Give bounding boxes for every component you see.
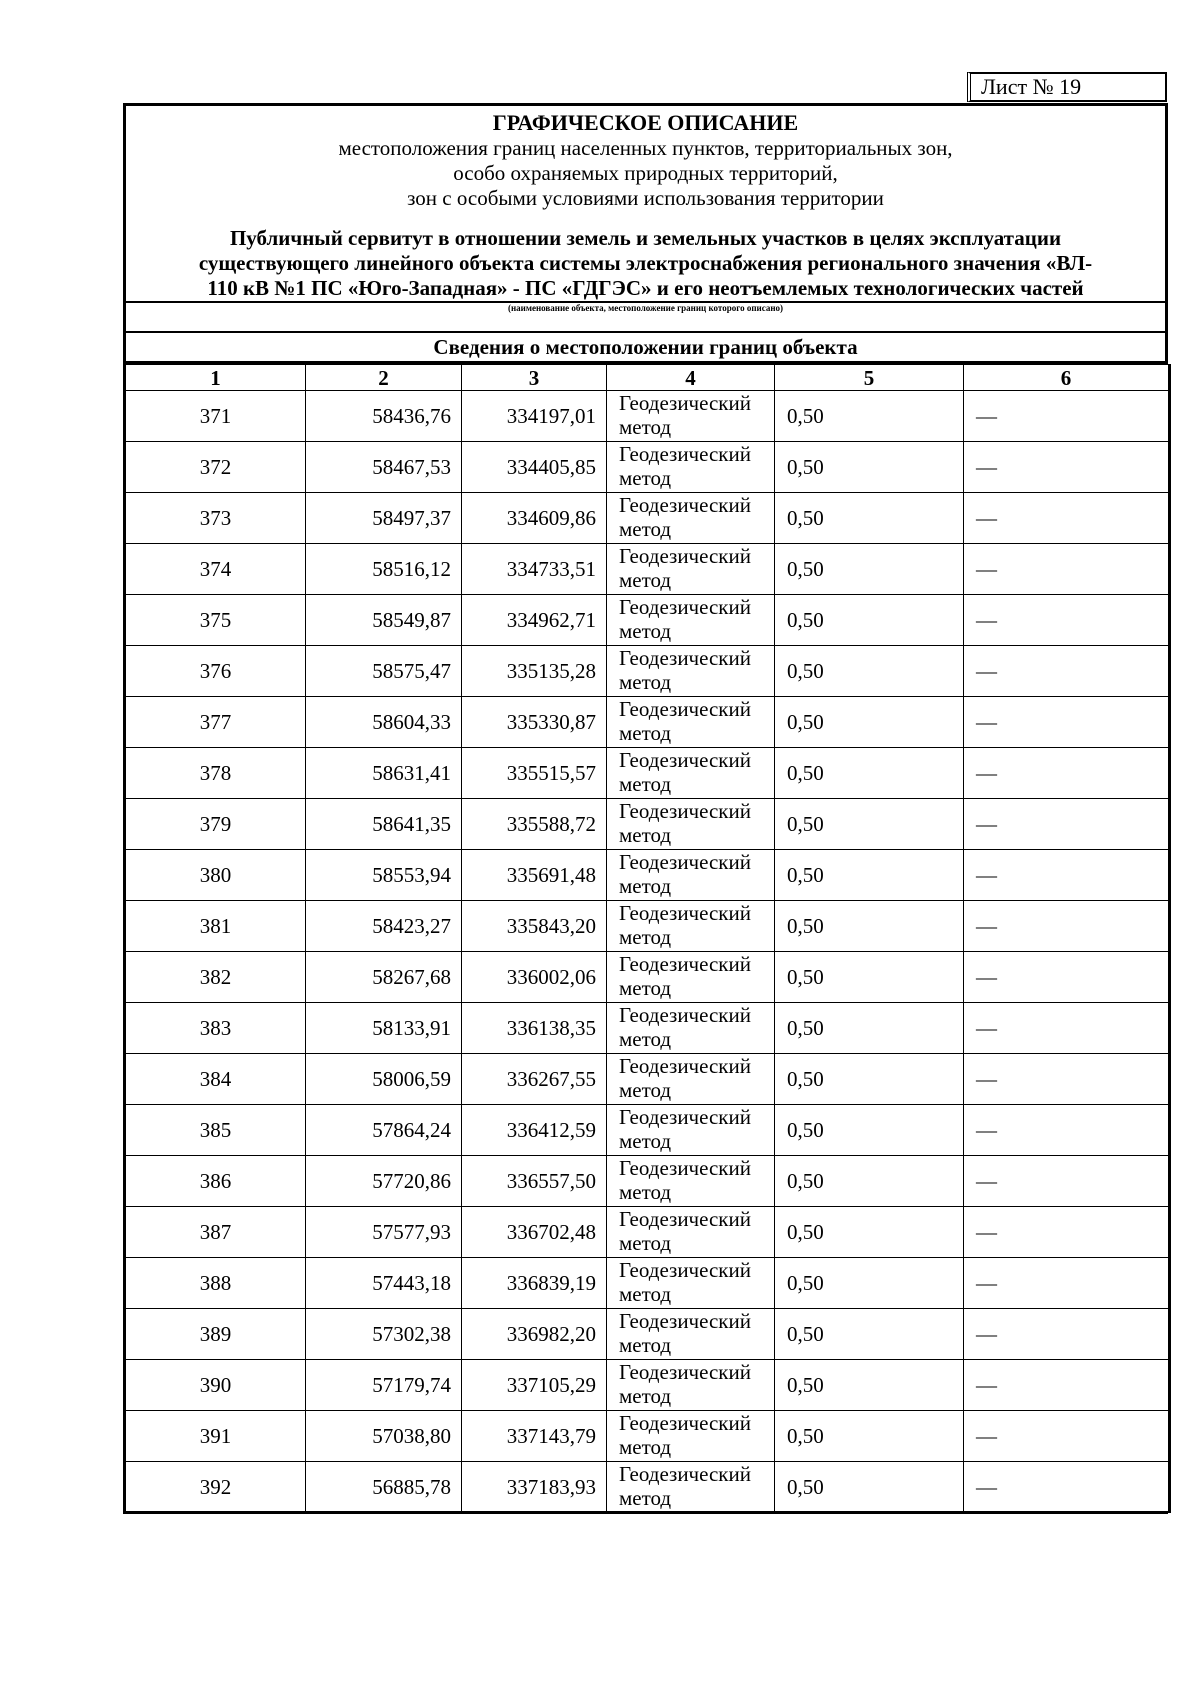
accuracy-cell: 0,50 bbox=[775, 952, 964, 1003]
table-row bbox=[125, 1156, 1170, 1207]
accuracy-cell: 0,50 bbox=[775, 1309, 964, 1360]
column-header: 3 bbox=[462, 365, 607, 391]
coordinate-y: 335691,48 bbox=[462, 850, 607, 901]
coordinate-y: 336839,19 bbox=[462, 1258, 607, 1309]
description-cell: — bbox=[964, 646, 1170, 697]
accuracy-cell: 0,50 bbox=[775, 1207, 964, 1258]
point-number: 392 bbox=[125, 1462, 306, 1513]
method-cell: Геодезический метод bbox=[607, 1360, 775, 1411]
coordinate-x: 56885,78 bbox=[306, 1462, 462, 1513]
table-row bbox=[125, 1360, 1170, 1411]
coordinate-y: 336702,48 bbox=[462, 1207, 607, 1258]
coordinate-x: 58549,87 bbox=[306, 595, 462, 646]
point-number: 376 bbox=[125, 646, 306, 697]
table-row bbox=[125, 493, 1170, 544]
point-number: 389 bbox=[125, 1309, 306, 1360]
point-number: 371 bbox=[125, 391, 306, 442]
coordinate-y: 335588,72 bbox=[462, 799, 607, 850]
accuracy-cell: 0,50 bbox=[775, 391, 964, 442]
method-cell: Геодезический метод bbox=[607, 391, 775, 442]
table-row bbox=[125, 799, 1170, 850]
point-number: 374 bbox=[125, 544, 306, 595]
point-number: 375 bbox=[125, 595, 306, 646]
coordinate-x: 58516,12 bbox=[306, 544, 462, 595]
point-number: 387 bbox=[125, 1207, 306, 1258]
coordinate-x: 57302,38 bbox=[306, 1309, 462, 1360]
section-title: Сведения о местоположении границ объекта bbox=[433, 335, 858, 359]
point-number: 378 bbox=[125, 748, 306, 799]
point-number: 380 bbox=[125, 850, 306, 901]
coordinate-y: 335843,20 bbox=[462, 901, 607, 952]
document-title: ГРАФИЧЕСКОЕ ОПИСАНИЕ bbox=[492, 110, 799, 135]
accuracy-cell: 0,50 bbox=[775, 1462, 964, 1513]
coordinate-x: 58467,53 bbox=[306, 442, 462, 493]
description-cell: — bbox=[964, 595, 1170, 646]
method-cell: Геодезический метод bbox=[607, 1207, 775, 1258]
coordinate-x: 58553,94 bbox=[306, 850, 462, 901]
accuracy-cell: 0,50 bbox=[775, 1360, 964, 1411]
table-row bbox=[125, 391, 1170, 442]
description-cell: — bbox=[964, 1258, 1170, 1309]
point-number: 391 bbox=[125, 1411, 306, 1462]
subtitle-line: зон с особыми условиями использования территории bbox=[407, 186, 884, 210]
table-row bbox=[125, 1462, 1170, 1513]
coordinate-y: 334962,71 bbox=[462, 595, 607, 646]
coordinate-y: 336138,35 bbox=[462, 1003, 607, 1054]
coordinate-y: 335135,28 bbox=[462, 646, 607, 697]
table-row bbox=[125, 544, 1170, 595]
table-row bbox=[125, 1258, 1170, 1309]
accuracy-cell: 0,50 bbox=[775, 442, 964, 493]
description-cell: — bbox=[964, 1309, 1170, 1360]
object-line: 110 кВ №1 ПС «Юго-Западная» - ПС «ГДГЭС» и его неотъемлемых технологических частей bbox=[207, 276, 1084, 300]
description-cell: — bbox=[964, 1156, 1170, 1207]
accuracy-cell: 0,50 bbox=[775, 646, 964, 697]
table-row bbox=[125, 1003, 1170, 1054]
coordinate-y: 337183,93 bbox=[462, 1462, 607, 1513]
table-row bbox=[125, 1054, 1170, 1105]
method-cell: Геодезический метод bbox=[607, 1054, 775, 1105]
coordinate-x: 57577,93 bbox=[306, 1207, 462, 1258]
description-cell: — bbox=[964, 952, 1170, 1003]
description-cell: — bbox=[964, 850, 1170, 901]
table-row bbox=[125, 1309, 1170, 1360]
accuracy-cell: 0,50 bbox=[775, 1156, 964, 1207]
table-row bbox=[125, 442, 1170, 493]
coordinate-y: 336002,06 bbox=[462, 952, 607, 1003]
accuracy-cell: 0,50 bbox=[775, 1054, 964, 1105]
accuracy-cell: 0,50 bbox=[775, 697, 964, 748]
coordinate-x: 58641,35 bbox=[306, 799, 462, 850]
table-row bbox=[125, 1105, 1170, 1156]
method-cell: Геодезический метод bbox=[607, 1105, 775, 1156]
table-row bbox=[125, 1207, 1170, 1258]
coordinate-x: 58267,68 bbox=[306, 952, 462, 1003]
point-number: 386 bbox=[125, 1156, 306, 1207]
description-cell: — bbox=[964, 1360, 1170, 1411]
description-cell: — bbox=[964, 391, 1170, 442]
point-number: 382 bbox=[125, 952, 306, 1003]
coordinate-y: 336267,55 bbox=[462, 1054, 607, 1105]
accuracy-cell: 0,50 bbox=[775, 799, 964, 850]
table-header-row bbox=[125, 365, 1170, 391]
method-cell: Геодезический метод bbox=[607, 442, 775, 493]
table-row bbox=[125, 697, 1170, 748]
coordinate-x: 57179,74 bbox=[306, 1360, 462, 1411]
document-header bbox=[123, 103, 1168, 364]
coordinate-x: 58631,41 bbox=[306, 748, 462, 799]
method-cell: Геодезический метод bbox=[607, 697, 775, 748]
object-name bbox=[126, 226, 1165, 301]
coordinate-y: 337143,79 bbox=[462, 1411, 607, 1462]
description-cell: — bbox=[964, 1207, 1170, 1258]
header-divider bbox=[126, 331, 1165, 333]
accuracy-cell: 0,50 bbox=[775, 1411, 964, 1462]
accuracy-cell: 0,50 bbox=[775, 901, 964, 952]
accuracy-cell: 0,50 bbox=[775, 748, 964, 799]
accuracy-cell: 0,50 bbox=[775, 493, 964, 544]
table-row bbox=[125, 952, 1170, 1003]
description-cell: — bbox=[964, 748, 1170, 799]
coordinate-y: 335330,87 bbox=[462, 697, 607, 748]
point-number: 372 bbox=[125, 442, 306, 493]
description-cell: — bbox=[964, 697, 1170, 748]
coordinate-x: 58133,91 bbox=[306, 1003, 462, 1054]
coordinate-x: 58497,37 bbox=[306, 493, 462, 544]
method-cell: Геодезический метод bbox=[607, 850, 775, 901]
method-cell: Геодезический метод bbox=[607, 595, 775, 646]
coordinate-y: 334197,01 bbox=[462, 391, 607, 442]
coordinate-x: 58604,33 bbox=[306, 697, 462, 748]
subtitle-line: особо охраняемых природных территорий, bbox=[453, 161, 838, 185]
coordinate-y: 337105,29 bbox=[462, 1360, 607, 1411]
point-number: 377 bbox=[125, 697, 306, 748]
method-cell: Геодезический метод bbox=[607, 1156, 775, 1207]
method-cell: Геодезический метод bbox=[607, 544, 775, 595]
point-number: 384 bbox=[125, 1054, 306, 1105]
description-cell: — bbox=[964, 1054, 1170, 1105]
coordinates-table bbox=[123, 364, 1171, 1513]
coordinate-x: 58423,27 bbox=[306, 901, 462, 952]
description-cell: — bbox=[964, 1411, 1170, 1462]
method-cell: Геодезический метод bbox=[607, 1462, 775, 1513]
coordinate-x: 57038,80 bbox=[306, 1411, 462, 1462]
coordinate-y: 334609,86 bbox=[462, 493, 607, 544]
method-cell: Геодезический метод bbox=[607, 646, 775, 697]
table-row bbox=[125, 901, 1170, 952]
coordinate-x: 57720,86 bbox=[306, 1156, 462, 1207]
method-cell: Геодезический метод bbox=[607, 493, 775, 544]
table-row bbox=[125, 595, 1170, 646]
coordinate-x: 58436,76 bbox=[306, 391, 462, 442]
accuracy-cell: 0,50 bbox=[775, 1258, 964, 1309]
accuracy-cell: 0,50 bbox=[775, 1105, 964, 1156]
method-cell: Геодезический метод bbox=[607, 748, 775, 799]
coordinate-y: 335515,57 bbox=[462, 748, 607, 799]
coordinate-y: 336412,59 bbox=[462, 1105, 607, 1156]
description-cell: — bbox=[964, 901, 1170, 952]
coordinate-x: 57443,18 bbox=[306, 1258, 462, 1309]
subtitle-line: местоположения границ населенных пунктов, территориальных зон, bbox=[338, 136, 953, 160]
accuracy-cell: 0,50 bbox=[775, 544, 964, 595]
coordinate-y: 336557,50 bbox=[462, 1156, 607, 1207]
object-line: Публичный сервитут в отношении земель и земельных участков в целях эксплуатации bbox=[229, 226, 1062, 250]
coordinate-x: 57864,24 bbox=[306, 1105, 462, 1156]
coordinate-y: 334733,51 bbox=[462, 544, 607, 595]
point-number: 388 bbox=[125, 1258, 306, 1309]
document-subtitle bbox=[126, 136, 1165, 211]
accuracy-cell: 0,50 bbox=[775, 850, 964, 901]
table-bottom-border bbox=[123, 1511, 1168, 1514]
table-row bbox=[125, 850, 1170, 901]
column-header: 1 bbox=[125, 365, 306, 391]
method-cell: Геодезический метод bbox=[607, 1309, 775, 1360]
table-row bbox=[125, 646, 1170, 697]
method-cell: Геодезический метод bbox=[607, 1411, 775, 1462]
method-cell: Геодезический метод bbox=[607, 901, 775, 952]
column-header: 4 bbox=[607, 365, 775, 391]
description-cell: — bbox=[964, 1105, 1170, 1156]
description-cell: — bbox=[964, 1462, 1170, 1513]
column-header: 5 bbox=[775, 365, 964, 391]
accuracy-cell: 0,50 bbox=[775, 595, 964, 646]
point-number: 379 bbox=[125, 799, 306, 850]
point-number: 385 bbox=[125, 1105, 306, 1156]
table-row bbox=[125, 748, 1170, 799]
coordinate-y: 334405,85 bbox=[462, 442, 607, 493]
description-cell: — bbox=[964, 1003, 1170, 1054]
sheet-number: Лист № 19 bbox=[967, 72, 1167, 102]
method-cell: Геодезический метод bbox=[607, 799, 775, 850]
point-number: 373 bbox=[125, 493, 306, 544]
column-header: 6 bbox=[964, 365, 1170, 391]
point-number: 381 bbox=[125, 901, 306, 952]
point-number: 390 bbox=[125, 1360, 306, 1411]
table-row bbox=[125, 1411, 1170, 1462]
method-cell: Геодезический метод bbox=[607, 952, 775, 1003]
column-header: 2 bbox=[306, 365, 462, 391]
coordinate-x: 58006,59 bbox=[306, 1054, 462, 1105]
object-note: (наименование объекта, местоположение границ которого описано) bbox=[126, 301, 1165, 437]
coordinate-y: 336982,20 bbox=[462, 1309, 607, 1360]
object-line: существующего линейного объекта системы электроснабжения регионального значения «ВЛ- bbox=[198, 251, 1093, 275]
method-cell: Геодезический метод bbox=[607, 1003, 775, 1054]
coordinate-x: 58575,47 bbox=[306, 646, 462, 697]
description-cell: — bbox=[964, 799, 1170, 850]
method-cell: Геодезический метод bbox=[607, 1258, 775, 1309]
accuracy-cell: 0,50 bbox=[775, 1003, 964, 1054]
description-cell: — bbox=[964, 493, 1170, 544]
point-number: 383 bbox=[125, 1003, 306, 1054]
description-cell: — bbox=[964, 442, 1170, 493]
description-cell: — bbox=[964, 544, 1170, 595]
